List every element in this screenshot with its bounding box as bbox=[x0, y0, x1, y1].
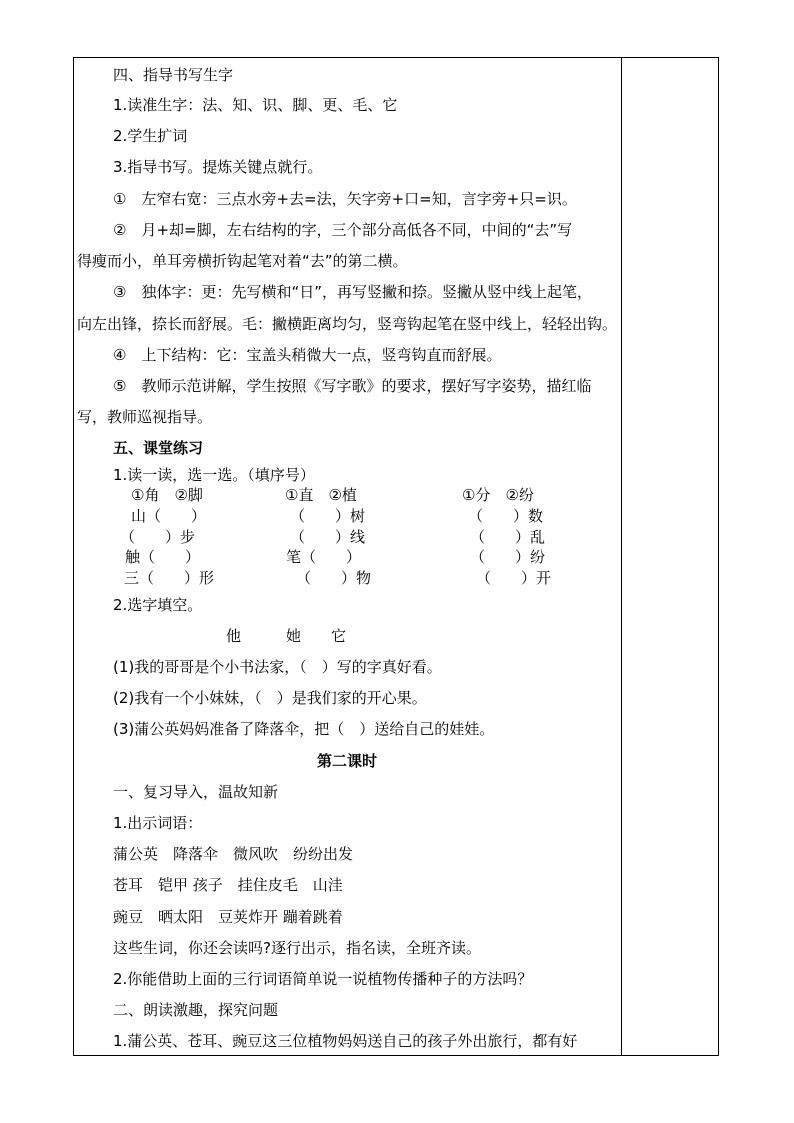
paragraph: 3.指导书写。提炼关键点就行。 bbox=[113, 158, 323, 176]
exercise-item: 山（ ） bbox=[131, 507, 207, 525]
paragraph: (2)我有一个小妹妹，（ ）是我们家的开心果。 bbox=[113, 689, 427, 707]
section-heading: 四、指导书写生字 bbox=[113, 66, 234, 84]
exercise-item: （ ）乱 bbox=[470, 528, 546, 546]
vocab-line: 蒲公英 降落伞 微风吹 纷纷出发 bbox=[113, 845, 354, 863]
exercise-item: （ ）步 bbox=[120, 528, 196, 546]
exercise-item: （ ）数 bbox=[468, 507, 544, 525]
paragraph: (3)蒲公英妈妈准备了降落伞，把（ ）送给自己的娃娃。 bbox=[113, 720, 495, 738]
exercise-item: （ ）纷 bbox=[470, 548, 546, 566]
exercise-item: （ ）线 bbox=[290, 528, 366, 546]
paragraph: ⑤ 教师示范讲解，学生按照《写字歌》的要求，摆好写字姿势，描红临 bbox=[113, 377, 592, 395]
paragraph: 2.学生扩词 bbox=[113, 127, 188, 145]
lesson-title: 第二课时 bbox=[316, 752, 377, 770]
word-choices: 他 她 它 bbox=[226, 627, 347, 645]
paragraph: 2.你能借助上面的三行词语简单说一说植物传播种子的方法吗？ bbox=[113, 970, 533, 988]
paragraph: ③ 独体字：更：先写横和“日”，再写竖撇和捺。竖撇从竖中线上起笔， bbox=[113, 283, 592, 301]
section-heading: 一、复习导入，温故知新 bbox=[113, 783, 279, 801]
exercise-options: ①直 ②植 bbox=[285, 486, 357, 504]
paragraph: 1.蒲公英、苍耳、豌豆这三位植物妈妈送自己的孩子外出旅行，都有好 bbox=[113, 1032, 578, 1050]
exercise-item: 三（ ）形 bbox=[124, 569, 215, 587]
exercise-options: ①角 ②脚 bbox=[131, 486, 203, 504]
section-heading: 二、朗读激趣，探究问题 bbox=[113, 1001, 279, 1019]
paragraph: 写，教师巡视指导。 bbox=[77, 408, 213, 426]
vocab-line: 豌豆 晒太阳 豆荚炸开 蹦着跳着 bbox=[113, 908, 343, 926]
exercise-item: （ ）树 bbox=[290, 507, 366, 525]
paragraph: 2.选字填空。 bbox=[113, 596, 203, 614]
paragraph: 1.出示词语： bbox=[113, 814, 203, 832]
paragraph: 向左出锋，捺长而舒展。毛：撇横距离均匀，竖弯钩起笔在竖中线上，轻轻出钩。 bbox=[77, 315, 618, 333]
paragraph: 得瘦而小，单耳旁横折钩起笔对着“去”的第二横。 bbox=[77, 252, 408, 270]
paragraph: ① 左窄右宽：三点水旁+去=法，矢字旁+口=知，言字旁+只=识。 bbox=[113, 190, 577, 208]
vocab-line: 苍耳 铠甲 孩子 挂住皮毛 山洼 bbox=[113, 876, 343, 894]
exercise-item: （ ）物 bbox=[296, 569, 372, 587]
exercise-item: （ ）开 bbox=[476, 569, 552, 587]
exercise-item: 笔（ ） bbox=[286, 548, 362, 566]
exercise-options: ①分 ②纷 bbox=[462, 486, 534, 504]
section-heading: 五、课堂练习 bbox=[113, 439, 204, 457]
paragraph: (1)我的哥哥是个小书法家，（ ）写的字真好看。 bbox=[113, 658, 442, 676]
paragraph: 1.读一读，选一选。（填序号） bbox=[113, 466, 315, 484]
paragraph: 这些生词，你还会读吗?逐行出示，指名读，全班齐读。 bbox=[113, 939, 481, 957]
exercise-item: 触（ ） bbox=[125, 548, 201, 566]
paragraph: ④ 上下结构：它：宝盖头稍微大一点，竖弯钩直而舒展。 bbox=[113, 346, 502, 364]
paragraph: 1.读准生字：法、知、识、脚、更、毛、它 bbox=[113, 96, 398, 114]
paragraph: ② 月+却=脚，左右结构的字，三个部分高低各不同，中间的“去”写 bbox=[113, 221, 573, 239]
